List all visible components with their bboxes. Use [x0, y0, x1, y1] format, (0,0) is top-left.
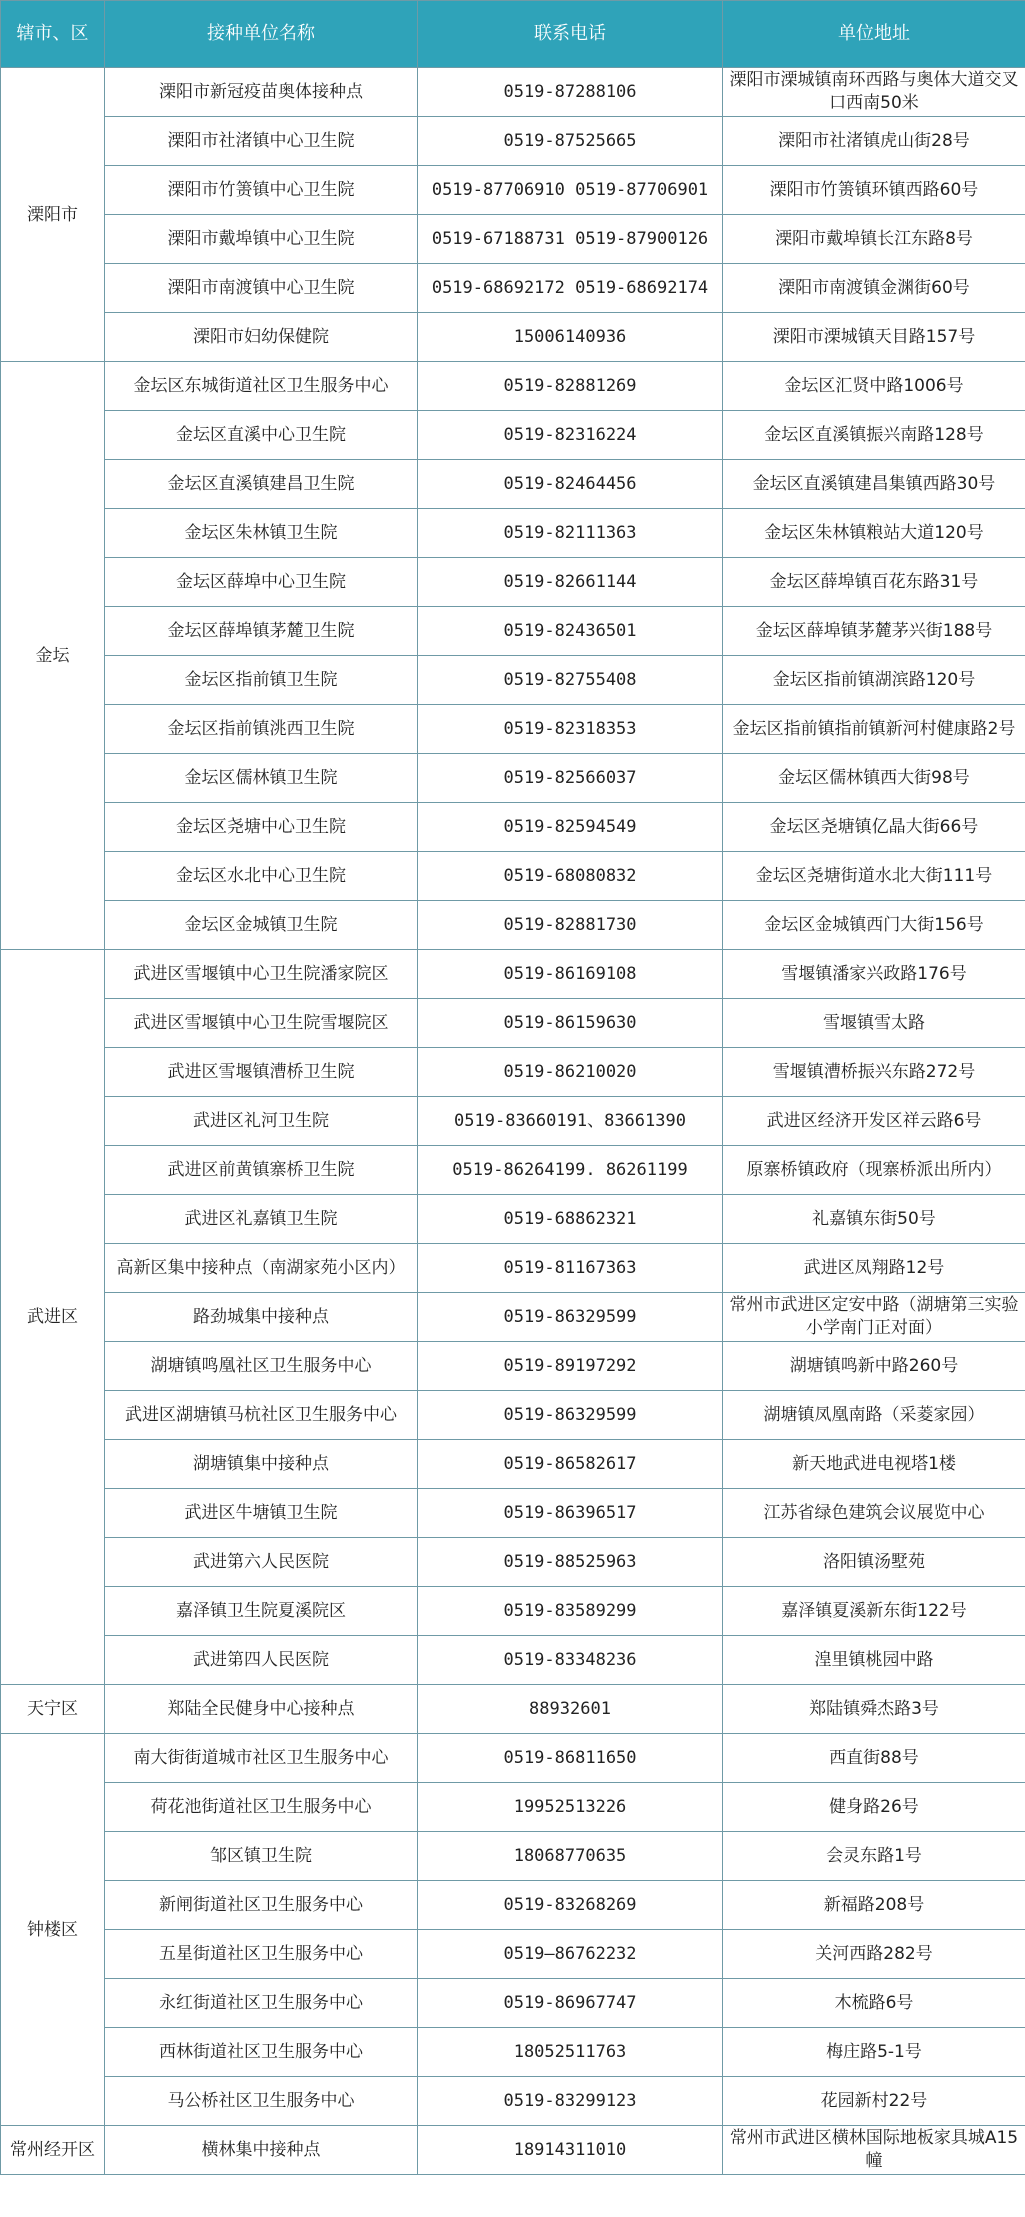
phone-cell: 18068770635 [418, 1832, 723, 1881]
site-name-cell: 金坛区薛埠镇茅麓卫生院 [105, 607, 418, 656]
phone-cell: 0519-83268269 [418, 1881, 723, 1930]
table-row [1, 1979, 1025, 2028]
site-name-cell: 金坛区直溪中心卫生院 [105, 411, 418, 460]
address-cell: 会灵东路1号 [723, 1832, 1025, 1881]
site-name-cell: 永红街道社区卫生服务中心 [105, 1979, 418, 2028]
phone-cell: 0519-67188731 0519-87900126 [418, 215, 723, 264]
phone-cell: 0519-81167363 [418, 1244, 723, 1293]
site-name-cell: 南大街街道城市社区卫生服务中心 [105, 1734, 418, 1783]
address-cell: 溧阳市戴埠镇长江东路8号 [723, 215, 1025, 264]
table-row [1, 313, 1025, 362]
address-cell: 金坛区尧塘镇亿晶大街66号 [723, 803, 1025, 852]
site-name-cell: 邹区镇卫生院 [105, 1832, 418, 1881]
table-row [1, 1097, 1025, 1146]
site-name-cell: 金坛区指前镇洮西卫生院 [105, 705, 418, 754]
phone-cell: 19952513226 [418, 1783, 723, 1832]
address-cell: 原寨桥镇政府（现寨桥派出所内） [723, 1146, 1025, 1195]
address-cell: 嘉泽镇夏溪新东街122号 [723, 1587, 1025, 1636]
address-cell: 金坛区儒林镇西大街98号 [723, 754, 1025, 803]
site-name-cell: 五星街道社区卫生服务中心 [105, 1930, 418, 1979]
phone-cell: 0519—86762232 [418, 1930, 723, 1979]
phone-cell: 0519-82881730 [418, 901, 723, 950]
address-cell: 雪堰镇潘家兴政路176号 [723, 950, 1025, 999]
table-row [1, 950, 1025, 999]
phone-cell: 0519-86210020 [418, 1048, 723, 1097]
site-name-cell: 横林集中接种点 [105, 2126, 418, 2175]
site-name-cell: 路劲城集中接种点 [105, 1293, 418, 1342]
site-name-cell: 武进区前黄镇寨桥卫生院 [105, 1146, 418, 1195]
phone-cell: 0519-68692172 0519-68692174 [418, 264, 723, 313]
table-row [1, 852, 1025, 901]
site-name-cell: 荷花池街道社区卫生服务中心 [105, 1783, 418, 1832]
table-row [1, 460, 1025, 509]
table-row [1, 1783, 1025, 1832]
site-name-cell: 溧阳市社渚镇中心卫生院 [105, 117, 418, 166]
header-phone: 联系电话 [418, 1, 723, 68]
address-cell: 洛阳镇汤墅苑 [723, 1538, 1025, 1587]
table-row [1, 2028, 1025, 2077]
address-cell: 金坛区直溪镇振兴南路128号 [723, 411, 1025, 460]
site-name-cell: 金坛区儒林镇卫生院 [105, 754, 418, 803]
table-row [1, 362, 1025, 411]
site-name-cell: 金坛区直溪镇建昌卫生院 [105, 460, 418, 509]
address-cell: 武进区凤翔路12号 [723, 1244, 1025, 1293]
site-name-cell: 金坛区金城镇卫生院 [105, 901, 418, 950]
address-cell: 金坛区薛埠镇茅麓茅兴街188号 [723, 607, 1025, 656]
address-cell: 金坛区薛埠镇百花东路31号 [723, 558, 1025, 607]
site-name-cell: 溧阳市新冠疫苗奥体接种点 [105, 68, 418, 117]
address-cell: 溧阳市南渡镇金渊街60号 [723, 264, 1025, 313]
phone-cell: 0519-88525963 [418, 1538, 723, 1587]
phone-cell: 0519-68862321 [418, 1195, 723, 1244]
address-cell: 新天地武进电视塔1楼 [723, 1440, 1025, 1489]
site-name-cell: 郑陆全民健身中心接种点 [105, 1685, 418, 1734]
table-row [1, 1146, 1025, 1195]
address-cell: 溧阳市社渚镇虎山街28号 [723, 117, 1025, 166]
address-cell: 花园新村22号 [723, 2077, 1025, 2126]
phone-cell: 0519-82318353 [418, 705, 723, 754]
address-cell: 常州市武进区横林国际地板家具城A15幢 [723, 2126, 1025, 2175]
region-cell: 溧阳市 [1, 68, 105, 362]
site-name-cell: 溧阳市戴埠镇中心卫生院 [105, 215, 418, 264]
table-row [1, 999, 1025, 1048]
address-cell: 关河西路282号 [723, 1930, 1025, 1979]
phone-cell: 0519-82436501 [418, 607, 723, 656]
site-name-cell: 武进区湖塘镇马杭社区卫生服务中心 [105, 1391, 418, 1440]
region-cell: 常州经开区 [1, 2126, 105, 2175]
phone-cell: 18914311010 [418, 2126, 723, 2175]
table-row [1, 1881, 1025, 1930]
phone-cell: 88932601 [418, 1685, 723, 1734]
phone-cell: 0519-87288106 [418, 68, 723, 117]
phone-cell: 0519-86582617 [418, 1440, 723, 1489]
phone-cell: 0519-82755408 [418, 656, 723, 705]
site-name-cell: 金坛区水北中心卫生院 [105, 852, 418, 901]
phone-cell: 0519-86811650 [418, 1734, 723, 1783]
address-cell: 溧阳市竹箦镇环镇西路60号 [723, 166, 1025, 215]
address-cell: 湖塘镇鸣新中路260号 [723, 1342, 1025, 1391]
phone-cell: 0519-82881269 [418, 362, 723, 411]
phone-cell: 0519-86264199. 86261199 [418, 1146, 723, 1195]
site-name-cell: 武进第六人民医院 [105, 1538, 418, 1587]
table-row [1, 754, 1025, 803]
region-cell: 天宁区 [1, 1685, 105, 1734]
address-cell: 金坛区直溪镇建昌集镇西路30号 [723, 460, 1025, 509]
site-name-cell: 金坛区尧塘中心卫生院 [105, 803, 418, 852]
table-row [1, 2077, 1025, 2126]
phone-cell: 0519-83589299 [418, 1587, 723, 1636]
address-cell: 木梳路6号 [723, 1979, 1025, 2028]
table-row [1, 656, 1025, 705]
site-name-cell: 武进第四人民医院 [105, 1636, 418, 1685]
table-row [1, 1538, 1025, 1587]
table-row [1, 1195, 1025, 1244]
site-name-cell: 溧阳市南渡镇中心卫生院 [105, 264, 418, 313]
phone-cell: 0519-89197292 [418, 1342, 723, 1391]
table-row [1, 117, 1025, 166]
phone-cell: 18052511763 [418, 2028, 723, 2077]
phone-cell: 0519-82316224 [418, 411, 723, 460]
address-cell: 金坛区尧塘街道水北大街111号 [723, 852, 1025, 901]
table-row [1, 1489, 1025, 1538]
phone-cell: 0519-82594549 [418, 803, 723, 852]
site-name-cell: 嘉泽镇卫生院夏溪院区 [105, 1587, 418, 1636]
address-cell: 健身路26号 [723, 1783, 1025, 1832]
table-row [1, 1342, 1025, 1391]
phone-cell: 0519-86329599 [418, 1391, 723, 1440]
phone-cell: 0519-87525665 [418, 117, 723, 166]
table-body [1, 68, 1025, 2175]
table-row [1, 411, 1025, 460]
site-name-cell: 武进区礼嘉镇卫生院 [105, 1195, 418, 1244]
table-row [1, 1293, 1025, 1342]
table-row [1, 1930, 1025, 1979]
address-cell: 雪堰镇雪太路 [723, 999, 1025, 1048]
address-cell: 金坛区指前镇指前镇新河村健康路2号 [723, 705, 1025, 754]
table-row [1, 68, 1025, 117]
site-name-cell: 西林街道社区卫生服务中心 [105, 2028, 418, 2077]
address-cell: 溧阳市溧城镇天目路157号 [723, 313, 1025, 362]
address-cell: 金坛区汇贤中路1006号 [723, 362, 1025, 411]
site-name-cell: 溧阳市妇幼保健院 [105, 313, 418, 362]
table-row [1, 1636, 1025, 1685]
phone-cell: 0519-86396517 [418, 1489, 723, 1538]
address-cell: 金坛区朱林镇粮站大道120号 [723, 509, 1025, 558]
region-cell: 武进区 [1, 950, 105, 1685]
site-name-cell: 金坛区指前镇卫生院 [105, 656, 418, 705]
address-cell: 武进区经济开发区祥云路6号 [723, 1097, 1025, 1146]
site-name-cell: 金坛区朱林镇卫生院 [105, 509, 418, 558]
table-row [1, 1685, 1025, 1734]
site-name-cell: 湖塘镇集中接种点 [105, 1440, 418, 1489]
address-cell: 金坛区金城镇西门大街156号 [723, 901, 1025, 950]
table-row [1, 264, 1025, 313]
header-region: 辖市、区 [1, 1, 105, 68]
address-cell: 礼嘉镇东街50号 [723, 1195, 1025, 1244]
table-header [1, 1, 1025, 68]
table-row [1, 166, 1025, 215]
site-name-cell: 武进区礼河卫生院 [105, 1097, 418, 1146]
phone-cell: 0519-86329599 [418, 1293, 723, 1342]
site-name-cell: 武进区雪堰镇中心卫生院雪堰院区 [105, 999, 418, 1048]
site-name-cell: 金坛区薛埠中心卫生院 [105, 558, 418, 607]
phone-cell: 0519-82661144 [418, 558, 723, 607]
phone-cell: 0519-83348236 [418, 1636, 723, 1685]
address-cell: 新福路208号 [723, 1881, 1025, 1930]
region-cell: 金坛 [1, 362, 105, 950]
table-row [1, 1587, 1025, 1636]
address-cell: 湟里镇桃园中路 [723, 1636, 1025, 1685]
phone-cell: 0519-86169108 [418, 950, 723, 999]
phone-cell: 0519-87706910 0519-87706901 [418, 166, 723, 215]
table-row [1, 1244, 1025, 1293]
address-cell: 西直街88号 [723, 1734, 1025, 1783]
address-cell: 湖塘镇凤凰南路（采菱家园） [723, 1391, 1025, 1440]
site-name-cell: 新闸街道社区卫生服务中心 [105, 1881, 418, 1930]
table-row [1, 2126, 1025, 2175]
address-cell: 溧阳市溧城镇南环西路与奥体大道交叉口西南50米 [723, 68, 1025, 117]
header-site-name: 接种单位名称 [105, 1, 418, 68]
table-row [1, 803, 1025, 852]
table-row [1, 558, 1025, 607]
table-row [1, 705, 1025, 754]
site-name-cell: 马公桥社区卫生服务中心 [105, 2077, 418, 2126]
site-name-cell: 武进区牛塘镇卫生院 [105, 1489, 418, 1538]
phone-cell: 0519-86159630 [418, 999, 723, 1048]
phone-cell: 0519-82464456 [418, 460, 723, 509]
phone-cell: 0519-68080832 [418, 852, 723, 901]
site-name-cell: 高新区集中接种点（南湖家苑小区内） [105, 1244, 418, 1293]
address-cell: 梅庄路5-1号 [723, 2028, 1025, 2077]
table-row [1, 215, 1025, 264]
phone-cell: 0519-83660191、83661390 [418, 1097, 723, 1146]
region-cell: 钟楼区 [1, 1734, 105, 2126]
phone-cell: 0519-82111363 [418, 509, 723, 558]
address-cell: 常州市武进区定安中路（湖塘第三实验小学南门正对面） [723, 1293, 1025, 1342]
table-row [1, 509, 1025, 558]
site-name-cell: 溧阳市竹箦镇中心卫生院 [105, 166, 418, 215]
site-name-cell: 金坛区东城街道社区卫生服务中心 [105, 362, 418, 411]
table-row [1, 607, 1025, 656]
header-row [1, 1, 1025, 68]
site-name-cell: 湖塘镇鸣凰社区卫生服务中心 [105, 1342, 418, 1391]
address-cell: 郑陆镇舜杰路3号 [723, 1685, 1025, 1734]
phone-cell: 0519-82566037 [418, 754, 723, 803]
address-cell: 雪堰镇漕桥振兴东路272号 [723, 1048, 1025, 1097]
phone-cell: 0519-86967747 [418, 1979, 723, 2028]
site-name-cell: 武进区雪堰镇中心卫生院潘家院区 [105, 950, 418, 999]
table-row [1, 1440, 1025, 1489]
table-row [1, 1391, 1025, 1440]
header-address: 单位地址 [723, 1, 1025, 68]
phone-cell: 0519-83299123 [418, 2077, 723, 2126]
address-cell: 江苏省绿色建筑会议展览中心 [723, 1489, 1025, 1538]
table-row [1, 1832, 1025, 1881]
table-row [1, 1048, 1025, 1097]
address-cell: 金坛区指前镇湖滨路120号 [723, 656, 1025, 705]
site-name-cell: 武进区雪堰镇漕桥卫生院 [105, 1048, 418, 1097]
table-row [1, 1734, 1025, 1783]
phone-cell: 15006140936 [418, 313, 723, 362]
table-row [1, 901, 1025, 950]
